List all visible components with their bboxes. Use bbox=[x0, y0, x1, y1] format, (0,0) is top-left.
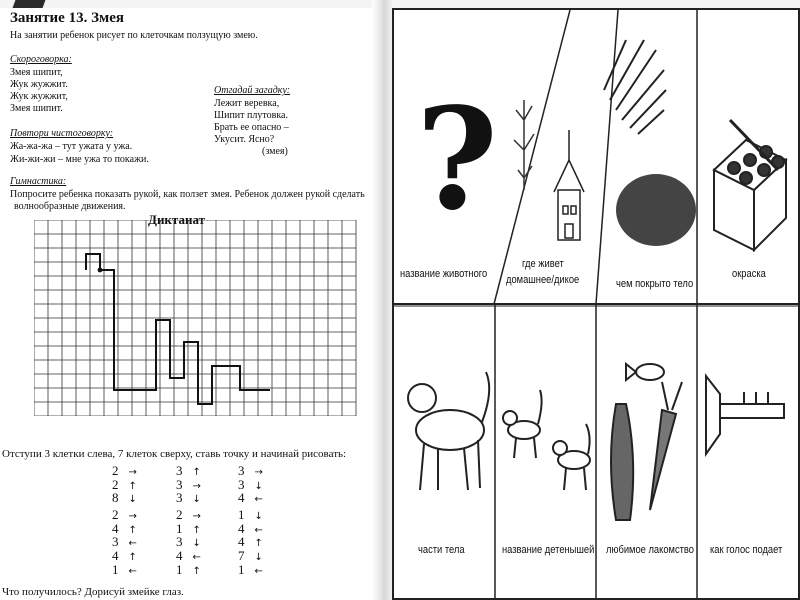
snake-path bbox=[86, 254, 270, 404]
step-count: 3 bbox=[176, 463, 183, 478]
dictation-column bbox=[176, 464, 201, 577]
worksheet-footer: Что получилось? Дорисуй змейке глаз. bbox=[2, 586, 184, 598]
dictation-step bbox=[176, 563, 201, 577]
step-count: 3 bbox=[238, 463, 245, 478]
step-count: 2 bbox=[112, 507, 119, 523]
step-count: 1 bbox=[238, 561, 245, 577]
step-count: 1 bbox=[112, 561, 119, 577]
dictation-step bbox=[112, 478, 137, 492]
tree-drawing bbox=[514, 100, 534, 190]
step-count: 1 bbox=[176, 520, 183, 536]
dictation-step bbox=[238, 549, 263, 563]
dictation-column bbox=[238, 464, 263, 577]
dictation-step bbox=[238, 535, 263, 549]
label-young-name: название детенышей bbox=[502, 544, 595, 556]
riddle-line: Брать ее опасно – bbox=[214, 122, 289, 133]
arrow-icon: ← bbox=[128, 565, 137, 577]
pure-talk-heading: Повтори чистоговорку: bbox=[10, 128, 114, 139]
dictation-step bbox=[112, 522, 137, 536]
step-count: 4 bbox=[176, 548, 183, 564]
step-count: 2 bbox=[112, 463, 119, 478]
riddle-line: Шипит плутовка. bbox=[214, 110, 288, 121]
dictation-step bbox=[238, 464, 263, 478]
tongue-twister-line: Жук жужжит. bbox=[10, 79, 68, 90]
arrow-icon: → bbox=[192, 480, 201, 492]
dictation-step bbox=[238, 508, 263, 522]
arrow-icon: ← bbox=[128, 538, 137, 550]
arrow-icon: → bbox=[254, 467, 263, 478]
step-count: 3 bbox=[176, 490, 183, 506]
house-drawing bbox=[554, 130, 584, 240]
label-favorite-treat: любимое лакомство bbox=[606, 544, 694, 556]
step-count: 4 bbox=[112, 520, 119, 536]
paintbox-drawing bbox=[714, 120, 786, 250]
arrow-icon: ↓ bbox=[192, 494, 201, 506]
step-count: 4 bbox=[238, 534, 245, 550]
riddle-line: Лежит веревка, bbox=[214, 98, 280, 109]
arrow-icon: ← bbox=[254, 565, 263, 577]
arrow-icon: ↑ bbox=[192, 565, 201, 577]
pure-talk-line: Жи-жи-жи – мне ужа то покажи. bbox=[10, 154, 149, 165]
label-animal-name: название животного bbox=[400, 268, 488, 280]
arrow-icon: ← bbox=[254, 524, 263, 536]
riddle-line: Укусит. Ясно? bbox=[214, 134, 275, 145]
arrow-icon: ↓ bbox=[254, 480, 263, 492]
gymnastics-text: Попросите ребенка показать рукой, как ползет змея. Ребенок должен рукой сделать bbox=[10, 189, 365, 200]
step-count: 1 bbox=[238, 507, 245, 523]
animal-description-card bbox=[392, 8, 800, 600]
arrow-icon: ↑ bbox=[192, 524, 201, 536]
worksheet-intro: На занятии ребенок рисует по клеточкам ползущую змею. bbox=[10, 30, 258, 41]
dictation-step bbox=[176, 464, 201, 478]
arrow-icon: → bbox=[128, 511, 137, 523]
step-count: 4 bbox=[238, 490, 245, 506]
cat-drawing bbox=[408, 372, 489, 490]
start-dot bbox=[98, 268, 103, 273]
arrow-icon: ← bbox=[254, 494, 263, 506]
tongue-twister-line: Змея шипит. bbox=[10, 103, 63, 114]
arrow-icon: ↑ bbox=[254, 538, 263, 550]
step-count: 3 bbox=[176, 534, 183, 550]
step-count: 2 bbox=[112, 476, 119, 492]
tongue-twister-heading: Скороговорка: bbox=[10, 54, 72, 65]
dictation-step bbox=[176, 508, 201, 522]
dictation-instruction: Отступи 3 клетки слева, 7 клеток сверху, ставь точку и начинай рисовать: bbox=[2, 448, 347, 460]
dictation-title: Диктанат bbox=[148, 212, 206, 227]
step-count: 8 bbox=[112, 490, 119, 506]
dictation-step bbox=[238, 478, 263, 492]
worksheet-title: Занятие 13. Змея bbox=[10, 10, 125, 26]
label-habitat-line1: где живет bbox=[522, 258, 564, 270]
dictation-step bbox=[238, 563, 263, 577]
worksheet-page bbox=[0, 8, 372, 600]
dictation-step bbox=[238, 491, 263, 505]
arrow-icon: ↑ bbox=[192, 467, 201, 478]
spines-drawing bbox=[604, 40, 666, 134]
dictation-step bbox=[112, 535, 137, 549]
arrow-icon: ↓ bbox=[192, 538, 201, 550]
arrow-icon: ↑ bbox=[128, 480, 137, 492]
riddle-heading: Отгадай загадку: bbox=[214, 85, 291, 96]
dictation-step bbox=[176, 478, 201, 492]
arrow-icon: → bbox=[192, 511, 201, 523]
arrow-icon: → bbox=[128, 467, 137, 478]
arrow-icon: ↓ bbox=[128, 494, 137, 506]
dictation-step bbox=[238, 522, 263, 536]
dictation-step bbox=[112, 464, 137, 478]
step-count: 2 bbox=[176, 507, 183, 523]
trumpet-drawing bbox=[706, 376, 784, 454]
step-count: 1 bbox=[176, 561, 183, 577]
page-divider bbox=[372, 0, 392, 600]
fur-drawing bbox=[616, 174, 696, 246]
step-count: 4 bbox=[238, 520, 245, 536]
label-body-cover: чем покрыто тело bbox=[616, 278, 694, 290]
dictation-step bbox=[112, 508, 137, 522]
step-count: 3 bbox=[176, 476, 183, 492]
kittens-drawing bbox=[503, 390, 590, 490]
pure-talk-line: Жа-жа-жа – тут ужата у ужа. bbox=[10, 141, 133, 152]
arrow-icon: ↓ bbox=[254, 511, 263, 523]
corner-mark bbox=[13, 0, 46, 8]
dictation-grid bbox=[34, 220, 360, 416]
tongue-twister-line: Змея шипит, bbox=[10, 67, 63, 78]
step-count: 3 bbox=[238, 476, 245, 492]
label-voice: как голос подает bbox=[710, 544, 783, 556]
label-habitat-line2: домашнее/дикое bbox=[506, 274, 580, 286]
dictation-step bbox=[176, 491, 201, 505]
gymnastics-heading: Гимнастика: bbox=[10, 176, 67, 187]
step-count: 7 bbox=[238, 548, 245, 564]
dictation-step bbox=[176, 535, 201, 549]
treats-drawing bbox=[611, 364, 682, 520]
dictation-step bbox=[176, 522, 201, 536]
step-count: 3 bbox=[112, 534, 119, 550]
question-mark-icon: ? bbox=[416, 78, 499, 242]
arrow-icon: ← bbox=[192, 552, 201, 564]
label-body-parts: части тела bbox=[418, 544, 465, 556]
dictation-step bbox=[176, 549, 201, 563]
arrow-icon: ↑ bbox=[128, 524, 137, 536]
arrow-icon: ↓ bbox=[254, 552, 263, 564]
step-count: 4 bbox=[112, 548, 119, 564]
arrow-icon: ↑ bbox=[128, 552, 137, 564]
dictation-step bbox=[112, 491, 137, 505]
gymnastics-text: волнообразные движения. bbox=[14, 201, 126, 212]
tongue-twister-line: Жук жужжит, bbox=[10, 91, 68, 102]
riddle-answer: (змея) bbox=[262, 146, 288, 157]
dictation-column bbox=[112, 464, 137, 577]
dictation-step bbox=[112, 563, 137, 577]
dictation-step bbox=[112, 549, 137, 563]
label-color: окраска bbox=[732, 268, 766, 280]
